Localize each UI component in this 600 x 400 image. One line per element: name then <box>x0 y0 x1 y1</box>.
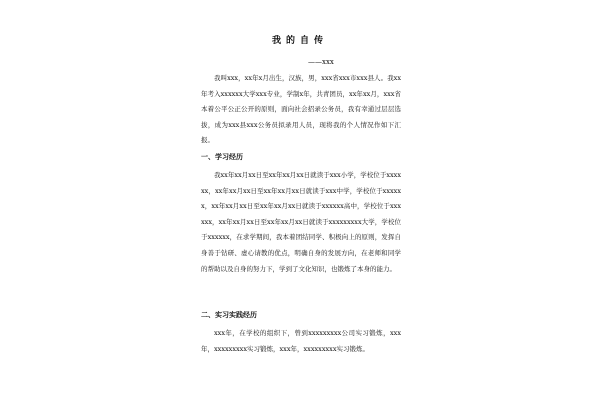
document-title: 我的自传 <box>271 36 328 46</box>
section-heading-study: 一、学习经历 <box>201 152 243 161</box>
section-heading-practice: 二、实习实践经历 <box>201 310 257 319</box>
section-body-study: 我xx年xx月xx日至xx年xx月xx日就读于xxx小学，学校位于xxxxxx，xx年xx月xx日至xx年xx月xx日就读于xxx中学，学校位于xxxxxx，xx年xx月xx日至xx年xx月xx日就读于xxxxxx高中，学校位于xxxxxx，xx年xx月xx日至xx年xx月xx日就读于xxxxxxxxx大学，学校位于xxxxxx，在求学期间，我本着团结同学、积极向上的原则，发挥自身善于钻研、虚心请教的优点，明确自身的发展方向，在老师和同学的帮助以及自身的努力下，学到了文化知识，也锻炼了本身的能力。 <box>201 171 401 273</box>
intro-paragraph: 我叫xxx，xx年x月出生，汉族，男，xxx省xxx市xxx县人。我xx年考入xxxxxx大学xxx专业，学制x年，共青团员，xx年xx月，xxx省本着公平公正公开的原则，面向社会招录公务员，我有幸通过层层选拔，成为xxx县xxx公务员拟录用人员，现将我的个人情况作如下汇报。 <box>201 74 401 145</box>
section-body-practice: xxx年，在学校的组织下，曾到xxxxxxxxx公司实习锻炼，xxx年，xxxxxxxxx实习锻炼，xxx年，xxxxxxxxx实习锻炼。 <box>201 329 401 353</box>
author-line: ——xxx <box>308 58 334 66</box>
